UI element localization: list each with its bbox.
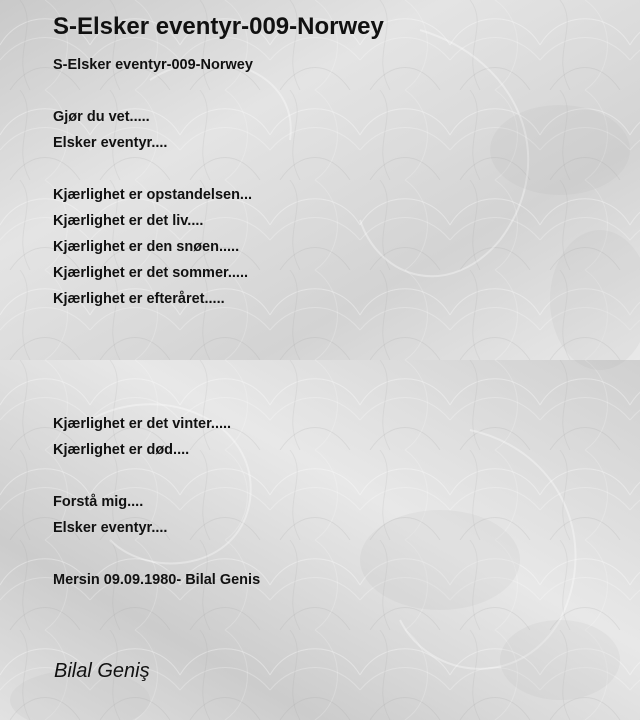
poem-line: S-Elsker eventyr-009-Norwey — [53, 57, 253, 73]
poem-line: Kjærlighet er død.... — [53, 442, 190, 458]
poem-author: Bilal Geniş — [54, 660, 150, 682]
poem-title: S-Elsker eventyr-009-Norwey — [53, 13, 384, 40]
stanza-gap — [53, 78, 253, 104]
stanza-gap — [53, 541, 260, 567]
stanza-gap — [53, 463, 260, 489]
poem-line: Forstå mig.... — [53, 494, 144, 510]
poem-stanzas-bottom — [53, 411, 260, 593]
poem-date-signature: Mersin 09.09.1980- Bilal Genis — [53, 572, 261, 588]
poem-line: Gjør du vet..... — [53, 109, 150, 125]
poem-line: Elsker eventyr.... — [53, 135, 168, 151]
poem-line: Kjærlighet er det liv.... — [53, 213, 204, 229]
poem-line: Kjærlighet er efteråret..... — [53, 291, 225, 307]
poem-line: Kjærlighet er det vinter..... — [53, 416, 232, 432]
poem-line: Kjærlighet er det sommer..... — [53, 265, 248, 281]
poem-line: Elsker eventyr.... — [53, 520, 168, 536]
poem-line: Kjærlighet er den snøen..... — [53, 239, 240, 255]
poem-line: Kjærlighet er opstandelsen... — [53, 187, 253, 203]
poem-stanzas-top — [53, 52, 253, 312]
stanza-gap — [53, 156, 253, 182]
